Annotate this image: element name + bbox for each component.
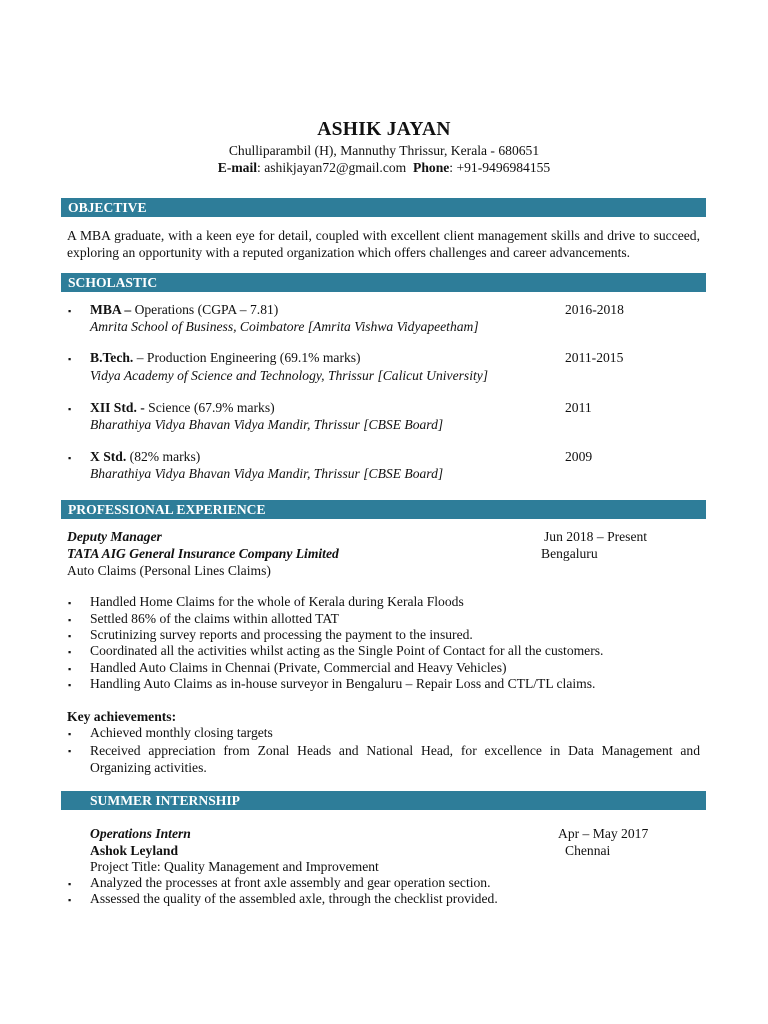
- bullet-icon: ▪: [68, 729, 72, 739]
- phone-label: Phone: [413, 160, 450, 175]
- internship-dates: Apr – May 2017: [558, 826, 649, 841]
- list-item: Coordinated all the activities whilst acting as the Single Point of Contact for all the customers.: [90, 643, 604, 658]
- candidate-name: ASHIK JAYAN: [317, 119, 451, 140]
- bullet-icon: ▪: [68, 306, 72, 316]
- internship-company: Ashok Leyland: [90, 843, 179, 858]
- experience-location: Bengaluru: [541, 546, 598, 561]
- bullet-icon: ▪: [68, 598, 72, 608]
- bullet-icon: ▪: [68, 895, 72, 905]
- education-years: 2016-2018: [565, 302, 624, 317]
- bullet-icon: ▪: [68, 664, 72, 674]
- bullet-icon: ▪: [68, 404, 72, 414]
- objective-heading: OBJECTIVE: [61, 198, 706, 217]
- bullet-icon: ▪: [68, 354, 72, 364]
- address: Chulliparambil (H), Mannuthy Thrissur, Kerala - 680651: [228, 143, 540, 158]
- experience-heading: PROFESSIONAL EXPERIENCE: [61, 500, 706, 519]
- list-item: Achieved monthly closing targets: [90, 725, 273, 740]
- education-school: Vidya Academy of Science and Technology, Thrissur [Calicut University]: [90, 368, 489, 383]
- education-detail: – Production Engineering (69.1% marks): [133, 350, 361, 365]
- education-degree-line: [90, 302, 278, 318]
- list-item: Handled Home Claims for the whole of Kerala during Kerala Floods: [90, 594, 464, 609]
- education-years: 2011: [565, 400, 592, 415]
- education-degree-line: [90, 350, 361, 366]
- education-years: 2011-2015: [565, 350, 624, 365]
- bullet-icon: ▪: [68, 879, 72, 889]
- scholastic-heading: SCHOLASTIC: [61, 273, 706, 292]
- education-detail: Operations (CGPA – 7.81): [131, 302, 279, 317]
- experience-company: TATA AIG General Insurance Company Limited: [67, 546, 339, 561]
- internship-project: Project Title: Quality Management and Improvement: [90, 859, 379, 874]
- list-item: Scrutinizing survey reports and processing the payment to the insured.: [90, 627, 473, 642]
- list-item: Handling Auto Claims as in-house surveyor in Bengaluru – Repair Loss and CTL/TL claims.: [90, 676, 596, 691]
- bullet-icon: ▪: [68, 615, 72, 625]
- education-years: 2009: [565, 449, 593, 464]
- education-degree-line: [90, 400, 275, 416]
- list-item: Received appreciation from Zonal Heads and National Head, for excellence in Data Management and Organizing activities.: [90, 743, 700, 775]
- experience-department: Auto Claims (Personal Lines Claims): [67, 563, 271, 578]
- education-degree: B.Tech.: [90, 350, 134, 365]
- list-item: Handled Auto Claims in Chennai (Private, Commercial and Heavy Vehicles): [90, 660, 507, 675]
- experience-role: Deputy Manager: [67, 529, 162, 544]
- phone-value: : +91-9496984155: [449, 160, 551, 175]
- education-detail: (82% marks): [126, 449, 201, 464]
- experience-dates: Jun 2018 – Present: [544, 529, 648, 544]
- email-label: E-mail: [217, 160, 258, 175]
- education-degree: MBA –: [90, 302, 132, 317]
- education-degree: XII Std. -: [90, 400, 145, 415]
- list-item: Analyzed the processes at front axle assembly and gear operation section.: [90, 875, 491, 890]
- education-school: Amrita School of Business, Coimbatore [Amrita Vishwa Vidyapeetham]: [90, 319, 479, 334]
- education-detail: Science (67.9% marks): [144, 400, 275, 415]
- list-item: Settled 86% of the claims within allotted TAT: [90, 611, 339, 626]
- education-school: Bharathiya Vidya Bhavan Vidya Mandir, Thrissur [CBSE Board]: [90, 466, 444, 481]
- bullet-icon: ▪: [68, 453, 72, 463]
- achievements-title: Key achievements:: [67, 709, 177, 724]
- contact-line: [0, 160, 768, 176]
- internship-role: Operations Intern: [90, 826, 191, 841]
- education-degree-line: [90, 449, 200, 465]
- internship-location: Chennai: [565, 843, 611, 858]
- objective-text: A MBA graduate, with a keen eye for detail, coupled with excellent client management skills and drive to succeed, exploring an opportunity with a reputed organization which offers challenges and career advancements.: [67, 228, 700, 260]
- bullet-icon: ▪: [68, 746, 72, 756]
- bullet-icon: ▪: [68, 631, 72, 641]
- education-degree: X Std.: [90, 449, 127, 464]
- education-school: Bharathiya Vidya Bhavan Vidya Mandir, Thrissur [CBSE Board]: [90, 417, 444, 432]
- list-item: Assessed the quality of the assembled axle, through the checklist provided.: [90, 891, 498, 906]
- internship-heading: SUMMER INTERNSHIP: [61, 791, 706, 810]
- bullet-icon: ▪: [68, 647, 72, 657]
- email-value: : ashikjayan72@gmail.com: [257, 160, 407, 175]
- bullet-icon: ▪: [68, 680, 72, 690]
